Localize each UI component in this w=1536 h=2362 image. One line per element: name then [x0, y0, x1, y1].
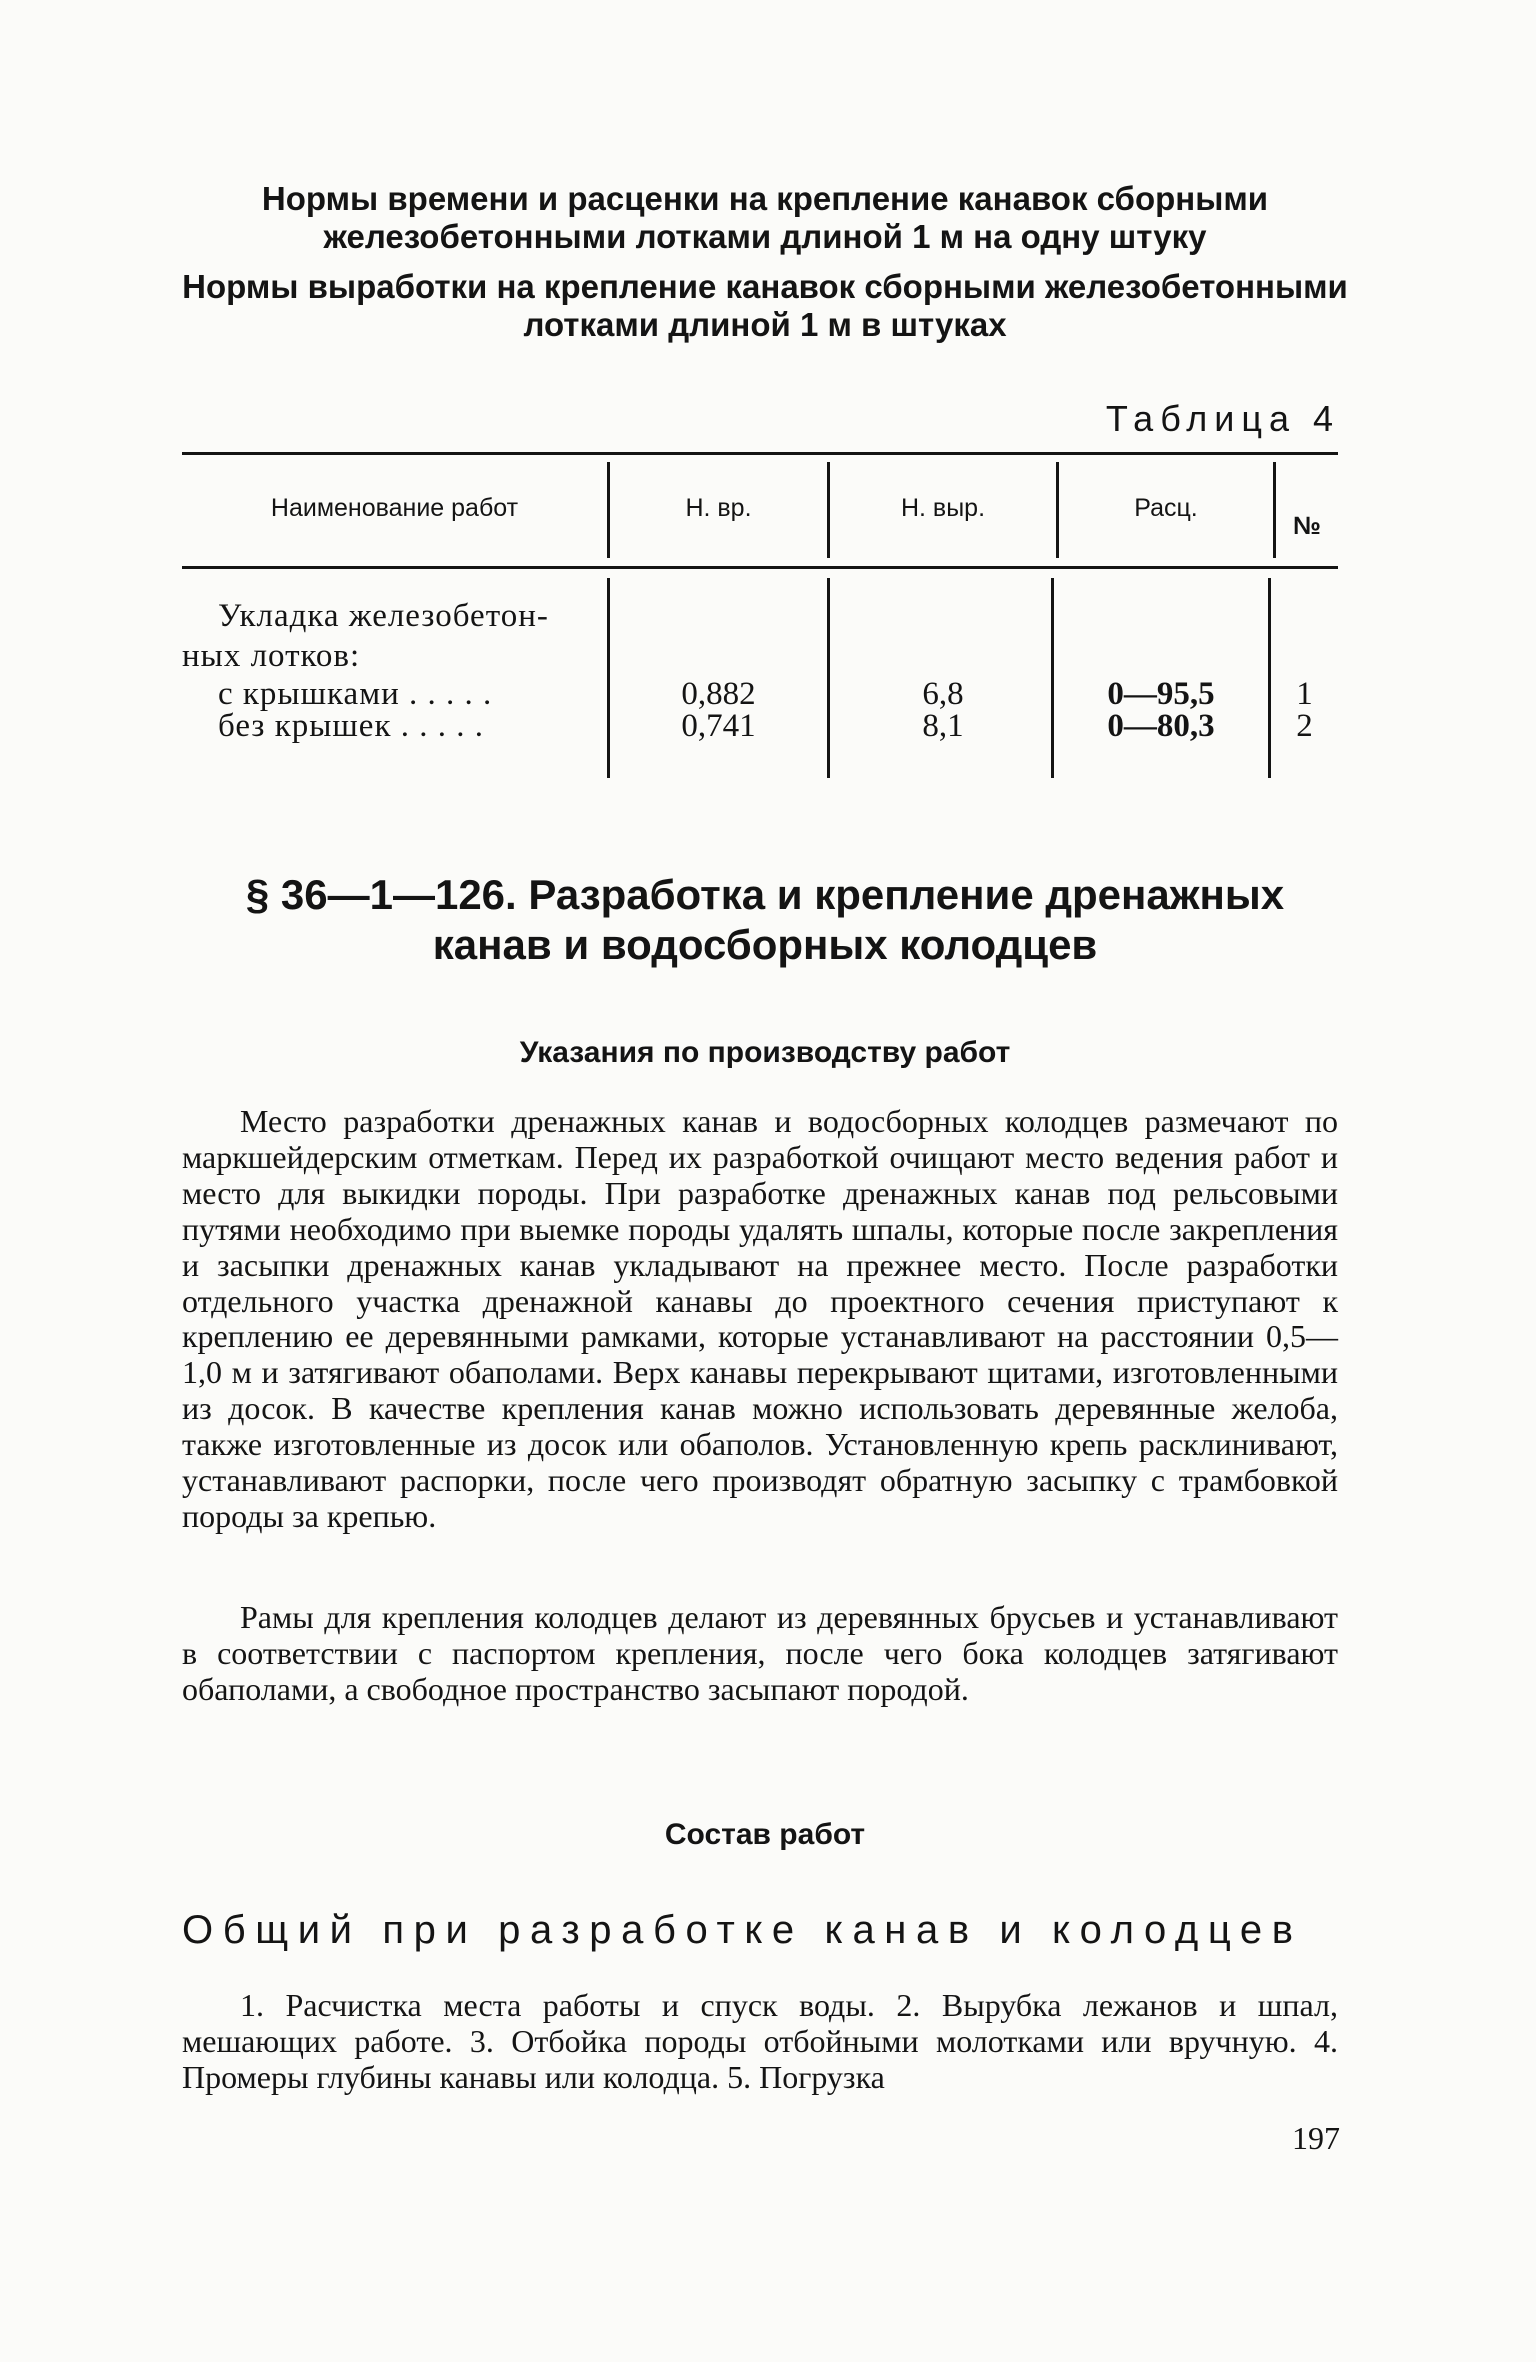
row-output-norm-1: 6,8 [922, 676, 964, 712]
instructions-heading: Указания по производству работ [519, 1036, 1011, 1069]
row-rate-1: 0—95,5 [1107, 676, 1215, 712]
column-header-rate: Расц. [1134, 494, 1198, 522]
row-number-1: 1 [1296, 676, 1313, 712]
paragraph-instructions-2: Рамы для крепления колодцев делают из деревянных брусьев и устанавливают в соответствии с паспортом крепления, после чего бока колодцев затягивают обаполами, а свободное пространство засыпают породой. [182, 1599, 1338, 1707]
section-title-line-2: канав и водосборных колодцев [432, 921, 1098, 968]
table-caption: Таблица 4 [1105, 398, 1340, 439]
paragraph-instructions-1: Место разработки дренажных канав и водосборных колодцев размечают по маркшейдерским отметкам. Перед их разработкой очищают место ведения работ и место для выкидки породы. При разработке дренажных канав под рельсовыми путями необходимо при выемке породы удалять шпалы, которые после закрепления и засыпки дренажных канав укладывают на прежнее место. После разработки отдельного участка дренажной канавы до проектного сечения приступают к креплению ее деревянными рамками, которые устанавливают на расстоянии 0,5—1,0 м и затягивают обаполами. Верх канавы перекрывают щитами, изготовленными из досок. В качестве крепления канав можно использовать деревянные желоба, также изготовленные из досок или обаполов. Установленную крепь расклинивают, устанавливают распорки, после чего производят обратную засыпку с трамбовкой породы за крепью. [182, 1103, 1338, 1534]
norms-title-line-2: железобетонными лотками длиной 1 м на одну штуку [323, 218, 1207, 255]
column-header-output-norm: Н. выр. [900, 494, 986, 522]
row-time-norm-2: 0,741 [681, 708, 756, 744]
column-header-time-norm: Н. вр. [685, 494, 752, 522]
row-output-norm-2: 8,1 [922, 708, 964, 744]
output-title-line-2: лотками длиной 1 м в штуках [523, 306, 1007, 343]
column-header-work-name: Наименование работ [270, 494, 519, 522]
row-number-2: 2 [1296, 708, 1313, 744]
row-time-norm-1: 0,882 [681, 676, 756, 712]
table-top-rule [182, 452, 1338, 455]
row-group-label-line-2: ных лотков: [182, 638, 361, 674]
row-group-label-line-1: Укладка железобетон- [218, 598, 549, 634]
norms-title-line-1: Нормы времени и расценки на крепление канавок сборными [261, 180, 1269, 217]
header-divider-4 [1273, 462, 1276, 558]
section-title [180, 870, 1350, 970]
page-number: 197 [1292, 2120, 1340, 2156]
table-header-rule [182, 566, 1338, 569]
composition-heading: Состав работ [664, 1818, 866, 1851]
section-title-line-1: § 36—1—126. Разработка и крепление дренажных [245, 871, 1285, 918]
output-title-line-1: Нормы выработки на крепление канавок сборными железобетонными [182, 268, 1348, 305]
row-name-1: с крышками . . . . . [218, 676, 493, 712]
row-name-2: без крышек . . . . . [218, 708, 484, 744]
paragraph-composition: 1. Расчистка места работы и спуск воды. 2. Вырубка лежанов и шпал, мешающих работе. 3. Отбойка породы отбойными молотками или вручную. 4. Промеры глубины канавы или колодца. 5. Погрузка [182, 1987, 1338, 2095]
row-rate-2: 0—80,3 [1107, 708, 1215, 744]
column-header-number: № [1293, 512, 1321, 540]
general-heading: Общий при разработке канав и колодцев [182, 1908, 1303, 1952]
